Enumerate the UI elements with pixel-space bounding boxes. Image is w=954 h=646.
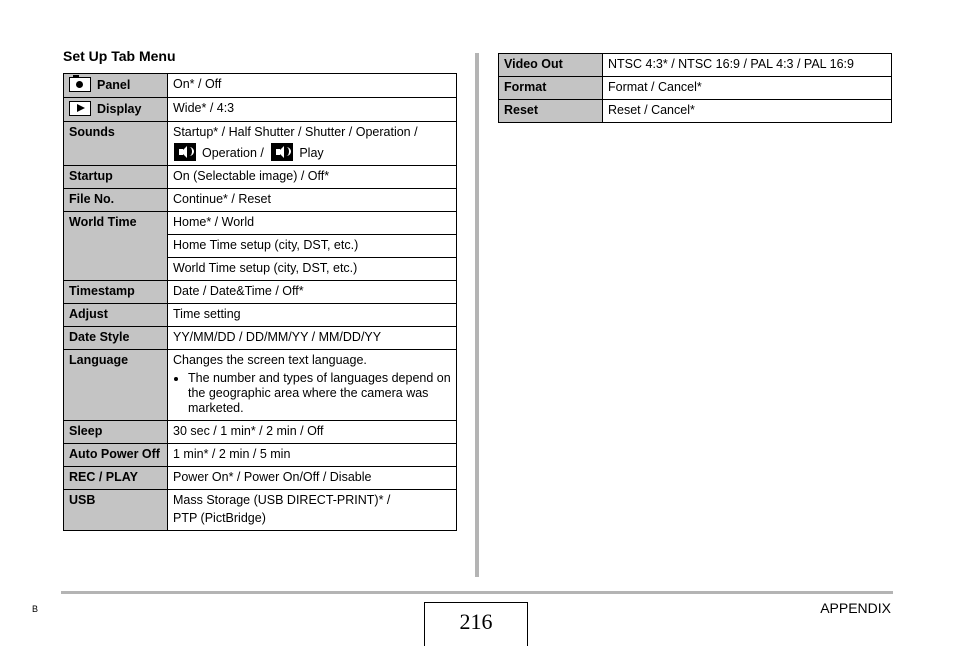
camera-icon	[69, 77, 91, 92]
row-label-panel: Panel	[64, 74, 168, 98]
page-number: 216	[424, 602, 528, 646]
table-row	[499, 54, 892, 77]
table-row	[64, 98, 457, 122]
table-row	[64, 281, 457, 304]
column-divider	[475, 53, 479, 577]
row-label-auto-power-off: Auto Power Off	[64, 444, 168, 467]
row-value-format: Format / Cancel*	[603, 77, 892, 100]
row-label-file-no: File No.	[64, 189, 168, 212]
setup-menu-table	[63, 73, 457, 531]
table-row	[64, 421, 457, 444]
table-row	[64, 327, 457, 350]
row-label-timestamp: Timestamp	[64, 281, 168, 304]
row-label-startup: Startup	[64, 166, 168, 189]
play-icon	[69, 101, 91, 116]
row-value-usb: Mass Storage (USB DIRECT-PRINT)* / PTP (PictBridge)	[168, 490, 457, 531]
language-description: Changes the screen text language.	[173, 353, 367, 367]
row-label-video-out: Video Out	[499, 54, 603, 77]
row-value-world-time: Home* / World	[168, 212, 457, 235]
table-row	[64, 350, 457, 421]
row-value-display: Wide* / 4:3	[168, 98, 457, 122]
footer-divider	[61, 591, 893, 594]
row-value-video-out: NTSC 4:3* / NTSC 16:9 / PAL 4:3 / PAL 16:9	[603, 54, 892, 77]
row-label-reset: Reset	[499, 100, 603, 123]
table-row	[64, 444, 457, 467]
row-label-date-style: Date Style	[64, 327, 168, 350]
language-note-list	[173, 371, 452, 416]
row-value-adjust: Time setting	[168, 304, 457, 327]
table-row	[64, 189, 457, 212]
row-value-auto-power-off: 1 min* / 2 min / 5 min	[168, 444, 457, 467]
row-value-language	[168, 350, 457, 421]
row-value-timestamp: Date / Date&Time / Off*	[168, 281, 457, 304]
row-value-startup: On (Selectable image) / Off*	[168, 166, 457, 189]
row-value-sounds	[168, 122, 457, 166]
table-row	[64, 304, 457, 327]
sounds-play-label: Play	[299, 146, 324, 160]
page-title: Set Up Tab Menu	[63, 48, 176, 64]
row-value-reset: Reset / Cancel*	[603, 100, 892, 123]
table-row	[499, 100, 892, 123]
row-value-sleep: 30 sec / 1 min* / 2 min / Off	[168, 421, 457, 444]
row-label-format: Format	[499, 77, 603, 100]
row-label-language: Language	[64, 350, 168, 421]
corner-mark: B	[32, 604, 39, 614]
row-label-sounds: Sounds	[64, 122, 168, 166]
table-row	[64, 212, 457, 235]
row-value-panel: On* / Off	[168, 74, 457, 98]
section-label: APPENDIX	[820, 600, 891, 616]
row-value-rec-play: Power On* / Power On/Off / Disable	[168, 467, 457, 490]
row-label-display: Display	[64, 98, 168, 122]
row-label-usb: USB	[64, 490, 168, 531]
speaker-icon	[174, 143, 196, 161]
row-value-world-time-setup: World Time setup (city, DST, etc.)	[168, 258, 457, 281]
row-label-rec-play: REC / PLAY	[64, 467, 168, 490]
row-value-file-no: Continue* / Reset	[168, 189, 457, 212]
setup-menu-table-continued	[498, 53, 892, 123]
language-note: • The number and types of languages depend on the geographic area where the camera was marketed.	[188, 371, 452, 416]
row-value-home-time-setup: Home Time setup (city, DST, etc.)	[168, 235, 457, 258]
row-label-adjust: Adjust	[64, 304, 168, 327]
row-label-sleep: Sleep	[64, 421, 168, 444]
table-row	[499, 77, 892, 100]
table-row	[64, 122, 457, 166]
table-row	[64, 467, 457, 490]
sounds-operation-label: Operation /	[202, 146, 264, 160]
table-row	[64, 74, 457, 98]
sounds-options-line: Startup* / Half Shutter / Shutter / Operation /	[173, 125, 418, 139]
row-label-world-time: World Time	[64, 212, 168, 281]
table-row	[64, 166, 457, 189]
speaker-icon	[271, 143, 293, 161]
row-value-date-style: YY/MM/DD / DD/MM/YY / MM/DD/YY	[168, 327, 457, 350]
table-row	[64, 490, 457, 531]
